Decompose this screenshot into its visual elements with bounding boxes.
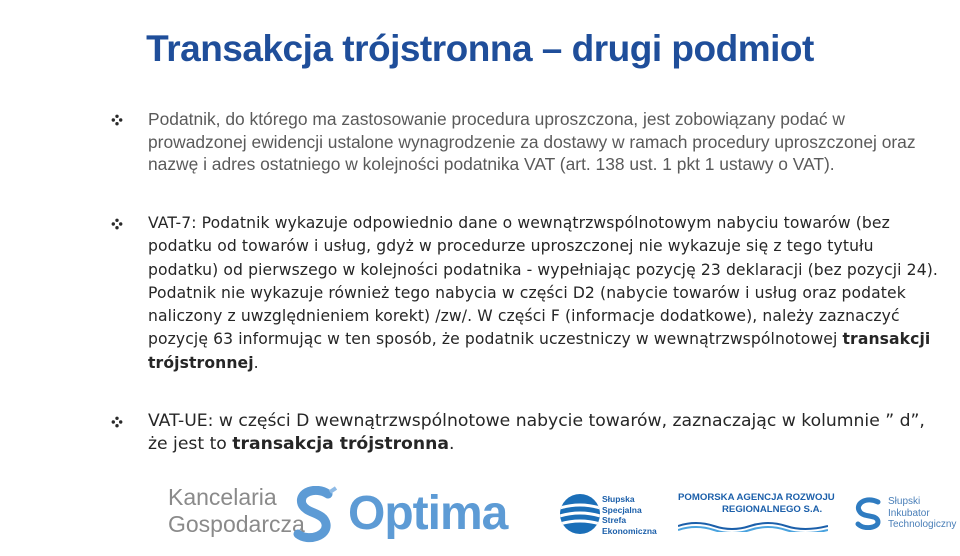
para-line2: REGIONALNEGO S.A. <box>722 504 823 515</box>
page-title: Transakcja trójstronna – drugi podmiot <box>146 28 814 69</box>
footer-logos <box>0 478 960 556</box>
bullet-text-plain: VAT-UE: w części D wewnątrzwspólnotowe nabycie towarów, zaznaczając w kolumnie ” d”, że jest to <box>148 411 925 454</box>
bullet-text <box>148 212 948 375</box>
optima-wordmark: Optima <box>348 487 508 540</box>
kancelaria-line1: Kancelaria <box>168 484 277 510</box>
ssse-line: Strefa <box>602 515 627 525</box>
sit-logo <box>852 492 960 540</box>
sit-text <box>888 496 956 531</box>
sit-line: Technologiczny <box>888 519 957 530</box>
bullet-text-end: . <box>253 353 259 372</box>
bullet-text-bold: transakcja trójstronna <box>232 434 449 454</box>
ssse-globe-icon <box>560 494 600 534</box>
kancelaria-optima-logo <box>168 484 508 548</box>
ssse-line: Ekonomiczna <box>602 525 657 536</box>
sit-line: Słupski <box>888 496 921 507</box>
bullet-text-bold: transakcji trójstronnej <box>148 330 931 372</box>
diamond-bullet-icon <box>111 416 123 428</box>
ssse-line: Słupska <box>602 494 635 504</box>
ssse-line: Specjalna <box>602 504 642 515</box>
wave-icon <box>678 518 828 532</box>
ssse-logo <box>560 494 670 540</box>
bullet-text-plain: VAT-7: Podatnik wykazuje odpowiednio dane o wewnątrzwspólnotowym nabyciu towarów (bez podatku od towarów i usług, gdyż w procedurze uproszczonej nie wykazuje się z tego tytułu podatku) od pierwszego w kolejności podatnika - wypełniając pozycję 23 deklaracji (bez pozycji 24). Podatnik nie wykazuje również tego nabycia w części D2 (nabycie towarów i usług oraz podatek naliczony z uwzględnieniem korekt) /zw/. W części F (informacje dodatkowe), należy zaznaczyć pozycję 63 informując w ten sposób, że podatnik uczestniczy w wewnątrzwspólnotowej <box>148 214 938 349</box>
ssse-text <box>602 494 657 536</box>
bullet-text <box>148 410 948 456</box>
para-logo <box>678 492 835 532</box>
kancelaria-text <box>168 484 305 538</box>
diamond-bullet-icon <box>111 114 123 126</box>
kancelaria-line2: Gospodarcza <box>168 511 305 537</box>
bullet-text: Podatnik, do którego ma zastosowanie procedura uproszczona, jest zobowiązany podać w prowadzonej ewidencji ustalone wynagrodzenie za dostawy w ramach procedury uproszczonej oraz nazwę i adres ostatniego w kolejności podatnika VAT (art. 138 ust. 1 pkt 1 ustawy o VAT). <box>148 109 916 174</box>
bullet-text-end: . <box>448 434 455 454</box>
optima-s-icon <box>290 486 338 544</box>
sit-swirl-icon <box>852 496 886 530</box>
diamond-bullet-icon <box>111 218 123 230</box>
sit-line: Inkubator <box>888 507 930 519</box>
para-line1: POMORSKA AGENCJA ROZWOJU <box>678 492 835 503</box>
